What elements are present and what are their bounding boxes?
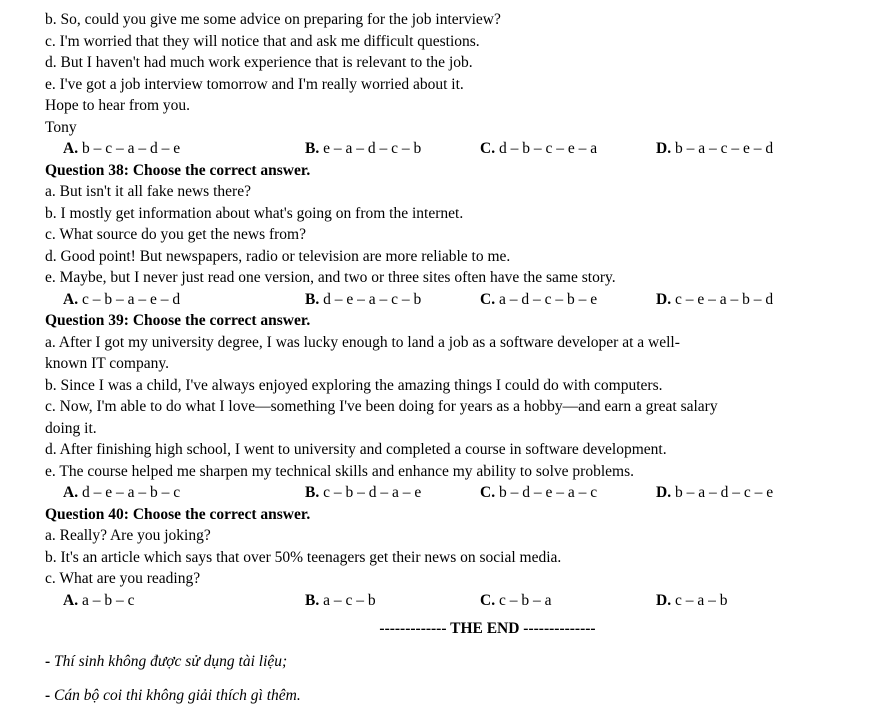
q38-line-d: d. Good point! But newspapers, radio or television are more reliable to me.: [45, 247, 511, 265]
option-text: c – b – a: [498, 591, 552, 609]
letter-line-e: e. I've got a job interview tomorrow and I'm really worried about it.: [45, 75, 464, 93]
option-label: D.: [656, 484, 672, 501]
note-dash: -: [45, 653, 55, 670]
letter-line-c: c. I'm worried that they will notice that and ask me difficult questions.: [45, 32, 480, 50]
note-text: Thí sinh không được sử dụng tài liệu;: [54, 653, 288, 670]
q40-option-c[interactable]: [480, 590, 656, 612]
option-text: a – d – c – b – e: [498, 290, 598, 308]
option-label: B.: [305, 290, 320, 308]
q40-line-c: c. What are you reading?: [45, 570, 201, 587]
option-label: B.: [305, 591, 320, 609]
option-text: a – b – c: [81, 591, 135, 609]
option-label: D.: [656, 591, 672, 609]
q38-option-a[interactable]: [63, 289, 305, 311]
option-text: b – a – c – e – d: [674, 140, 774, 157]
note-text: Cán bộ coi thi không giải thích gì thêm.: [54, 687, 301, 704]
option-text: c – b – a – e – d: [81, 290, 181, 308]
q40-title: Question 40: Choose the correct answer.: [45, 505, 311, 523]
q39-option-c[interactable]: [480, 482, 656, 504]
q39-line-c2: doing it.: [45, 419, 97, 437]
option-text: b – c – a – d – e: [81, 140, 181, 157]
option-text: d – e – a – c – b: [323, 290, 422, 308]
exam-content: [45, 9, 865, 707]
q39-options: [45, 482, 865, 504]
q38-line-a: a. But isn't it all fake news there?: [45, 183, 251, 200]
q40-line-b: b. It's an article which says that over 50% teenagers get their news on social media.: [45, 548, 562, 566]
note-1: [45, 651, 865, 673]
q38-title: Question 38: Choose the correct answer.: [45, 161, 311, 179]
option-label: C.: [480, 484, 496, 501]
q39-line-c1: c. Now, I'm able to do what I love—something I've been doing for years as a hobby—and earn a great salary: [45, 398, 718, 415]
option-label: A.: [63, 140, 79, 157]
q37-options: [45, 138, 865, 160]
option-label: A.: [63, 591, 79, 609]
q39-line-a1: a. After I got my university degree, I was lucky enough to land a job as a software developer at a well-: [45, 333, 680, 351]
q40-option-a[interactable]: [63, 590, 305, 612]
option-text: c – b – d – a – e: [323, 484, 422, 501]
letter-closing: Hope to hear from you.: [45, 97, 191, 114]
option-label: D.: [656, 290, 672, 308]
option-text: b – d – e – a – c: [498, 484, 598, 501]
q37-option-a[interactable]: [63, 138, 305, 160]
q38-line-b: b. I mostly get information about what's going on from the internet.: [45, 204, 464, 222]
option-text: d – b – c – e – a: [498, 140, 598, 157]
option-label: D.: [656, 140, 672, 157]
option-text: a – c – b: [323, 591, 376, 609]
option-text: b – a – d – c – e: [674, 484, 774, 501]
q37-option-b[interactable]: [305, 138, 480, 160]
letter-line-d: d. But I haven't had much work experience that is relevant to the job.: [45, 54, 473, 71]
letter-signature: Tony: [45, 118, 77, 136]
q37-option-d[interactable]: [656, 138, 773, 160]
q40-option-d[interactable]: [656, 590, 727, 612]
q38-options: [45, 289, 865, 311]
note-dash: -: [45, 687, 55, 704]
q40-option-b[interactable]: [305, 590, 480, 612]
q39-option-d[interactable]: [656, 482, 773, 504]
option-text: e – a – d – c – b: [323, 140, 422, 157]
option-label: C.: [480, 591, 496, 609]
q39-line-a2: known IT company.: [45, 355, 169, 372]
q39-option-b[interactable]: [305, 482, 480, 504]
letter-line-b: b. So, could you give me some advice on preparing for the job interview?: [45, 11, 501, 28]
option-label: A.: [63, 484, 79, 501]
q39-line-b: b. Since I was a child, I've always enjoyed exploring the amazing things I could do with computers.: [45, 376, 663, 394]
option-text: c – a – b: [674, 591, 728, 609]
q39-line-d: d. After finishing high school, I went to university and completed a course in software development.: [45, 441, 667, 458]
q38-option-b[interactable]: [305, 289, 480, 311]
q38-line-e: e. Maybe, but I never just read one version, and two or three sites often have the same story.: [45, 269, 616, 286]
option-text: d – e – a – b – c: [81, 484, 181, 501]
option-label: C.: [480, 290, 496, 308]
option-text: c – e – a – b – d: [674, 290, 774, 308]
the-end-banner: ------------- THE END --------------: [379, 620, 596, 637]
option-label: B.: [305, 484, 320, 501]
option-label: C.: [480, 140, 496, 157]
q37-option-c[interactable]: [480, 138, 656, 160]
q38-option-c[interactable]: [480, 289, 656, 311]
q39-line-e: e. The course helped me sharpen my technical skills and enhance my ability to solve problems.: [45, 462, 634, 480]
option-label: B.: [305, 140, 320, 157]
q40-options: [45, 590, 865, 612]
q39-option-a[interactable]: [63, 482, 305, 504]
q38-line-c: c. What source do you get the news from?: [45, 226, 306, 243]
q39-title: Question 39: Choose the correct answer.: [45, 312, 311, 329]
option-label: A.: [63, 290, 79, 308]
q40-line-a: a. Really? Are you joking?: [45, 527, 211, 544]
note-2: [45, 685, 865, 707]
q38-option-d[interactable]: [656, 289, 773, 311]
